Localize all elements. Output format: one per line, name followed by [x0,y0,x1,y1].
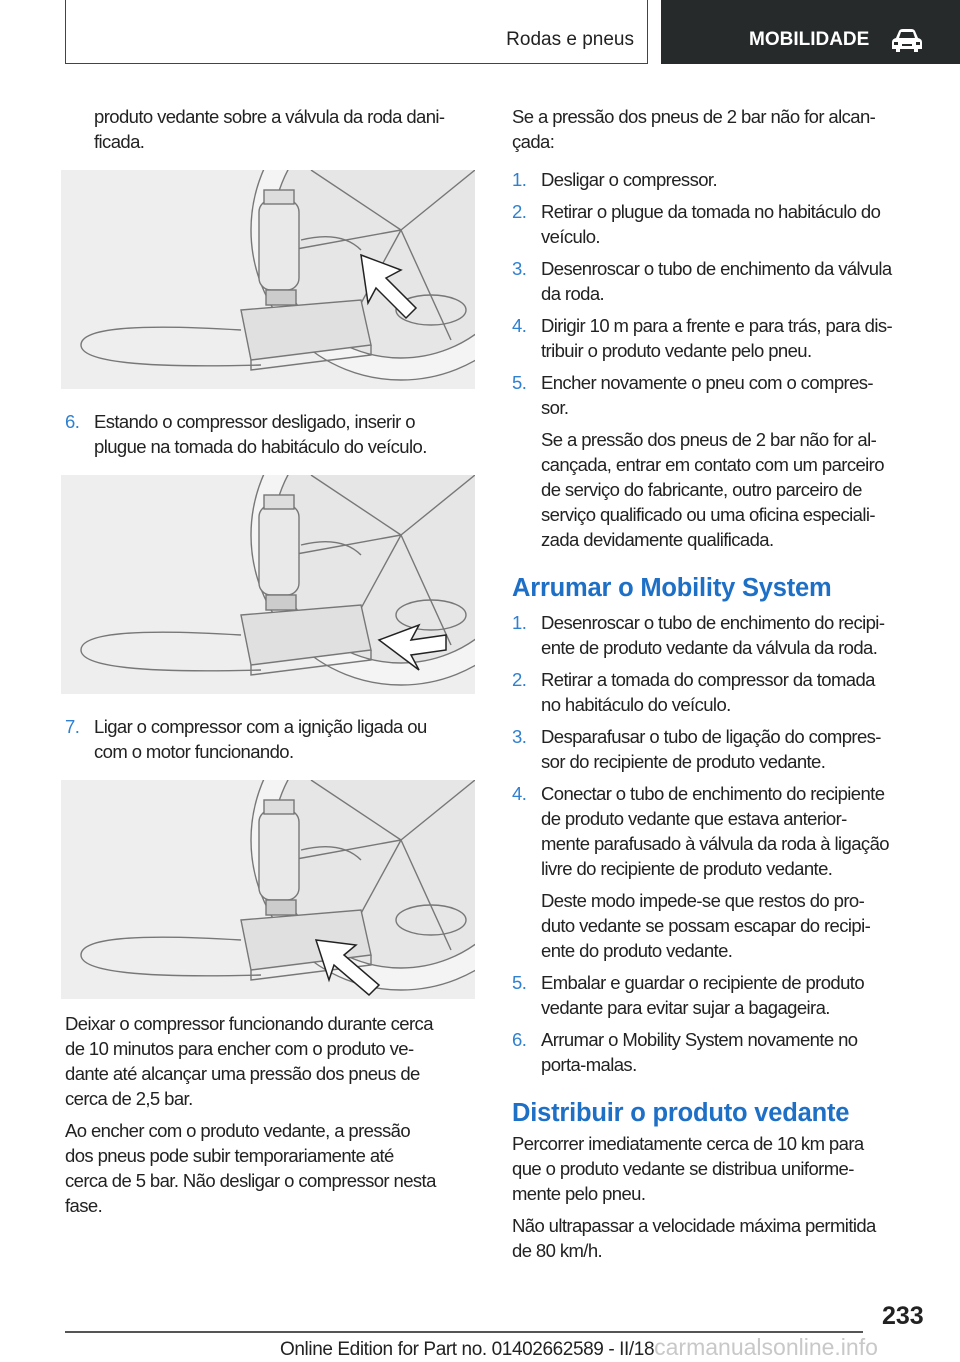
step-number: 6. [65,411,80,432]
step-number: 7. [65,716,80,737]
step-text: Dirigir 10 m para a frente e para trás, para dis- tribuir o produto vedante pelo pneu. [541,315,893,361]
paragraph: Não ultrapassar a velocidade máxima permitida de 80 km/h. [512,1215,876,1261]
step-number: 3. [512,258,527,279]
intro-text: produto vedante sobre a válvula da roda dani- ficada. [94,106,445,152]
footer [280,1334,878,1361]
step-text: Retirar a tomada do compressor da tomada no habitáculo do veículo. [541,669,875,715]
list2-item [512,724,952,774]
list1-note: Se a pressão dos pneus de 2 bar não for al- cançada, entrar em contato com um parceiro de serviço do fabricante, outro parceiro de serviço qualificado ou uma oficina especiali- zada devidamente qualificada. [541,429,884,550]
footer-divider [65,1331,863,1333]
chapter-title: MOBILIDADE [749,29,870,50]
list1-item [512,370,952,420]
illustration-valve [61,170,475,389]
step-text: Retirar o plugue da tomada no habitáculo do veículo. [541,201,881,247]
step-text: Encher novamente o pneu com o compres- sor. [541,372,873,418]
step-text: Desenroscar o tubo de enchimento do recipi- ente de produto vedante da válvula da roda. [541,612,885,658]
step-6 [65,409,485,459]
edition-text: Online Edition for Part no. 01402662589 - II/18 [280,1339,655,1360]
step-number: 1. [512,612,527,633]
step-7 [65,714,485,764]
list2-item [512,610,952,660]
illustration-switch [61,780,475,999]
step-number: 4. [512,315,527,336]
list2-note: Deste modo impede-se que restos do pro- duto vedante se possam escapar do recipi- ente do produto vedante. [541,890,871,961]
illustration-drawing [61,170,475,389]
step-number: 2. [512,201,527,222]
illustration-drawing [61,780,475,999]
heading-distribute-sealant: Distribuir o produto vedante [512,1099,850,1127]
intro-text: Se a pressão dos pneus de 2 bar não for alcan- çada: [512,106,876,152]
left-column [65,104,485,1225]
step-text: Conectar o tubo de enchimento do recipiente de produto vedante que estava anterior- mente parafusado à válvula da roda à ligação livre do recipiente de produto vedante. [541,783,889,879]
list2-item [512,970,952,1020]
illustration-plug [61,475,475,694]
list1-item [512,256,952,306]
step-number: 1. [512,169,527,190]
list2-item [512,781,952,881]
chapter-tab [661,0,960,64]
step-text: Embalar e guardar o recipiente de produto vedante para evitar sujar a bagageira. [541,972,865,1018]
list1-item [512,313,952,363]
list1-item [512,167,952,192]
paragraph: Ao encher com o produto vedante, a pressão dos pneus pode subir temporariamente até cerca de 5 bar. Não desligar o compressor nesta fase. [65,1120,436,1216]
section-title: Rodas e pneus [506,29,634,50]
step-number: 6. [512,1029,527,1050]
car-icon [890,28,924,54]
step-text: Desligar o compressor. [541,169,717,190]
step-text: Estando o compressor desligado, inserir o plugue na tomada do habitáculo do veículo. [94,411,427,457]
step-number: 5. [512,372,527,393]
paragraph: Deixar o compressor funcionando durante cerca de 10 minutos para encher com o produto ve- dante até alcançar uma pressão dos pneus de cerca de 2,5 bar. [65,1013,433,1109]
step-text: Desparafusar o tubo de ligação do compres- sor do recipiente de produto vedante. [541,726,881,772]
list2-item [512,667,952,717]
heading-store-mobility: Arrumar o Mobility System [512,574,832,602]
page-number: 233 [882,1302,924,1330]
illustration-drawing [61,475,475,694]
step-number: 2. [512,669,527,690]
step-text: Arrumar o Mobility System novamente no porta-malas. [541,1029,858,1075]
step-text: Desenroscar o tubo de enchimento da válvula da roda. [541,258,892,304]
step-number: 4. [512,783,527,804]
right-column [512,104,952,1270]
paragraph: Percorrer imediatamente cerca de 10 km para que o produto vedante se distribua uniforme- mente pelo pneu. [512,1133,864,1204]
step-text: Ligar o compressor com a ignição ligada ou com o motor funcionando. [94,716,427,762]
step-number: 3. [512,726,527,747]
watermark: carmanualsonline.info [654,1334,878,1360]
list1-item [512,199,952,249]
list2-item [512,1027,952,1077]
step-number: 5. [512,972,527,993]
